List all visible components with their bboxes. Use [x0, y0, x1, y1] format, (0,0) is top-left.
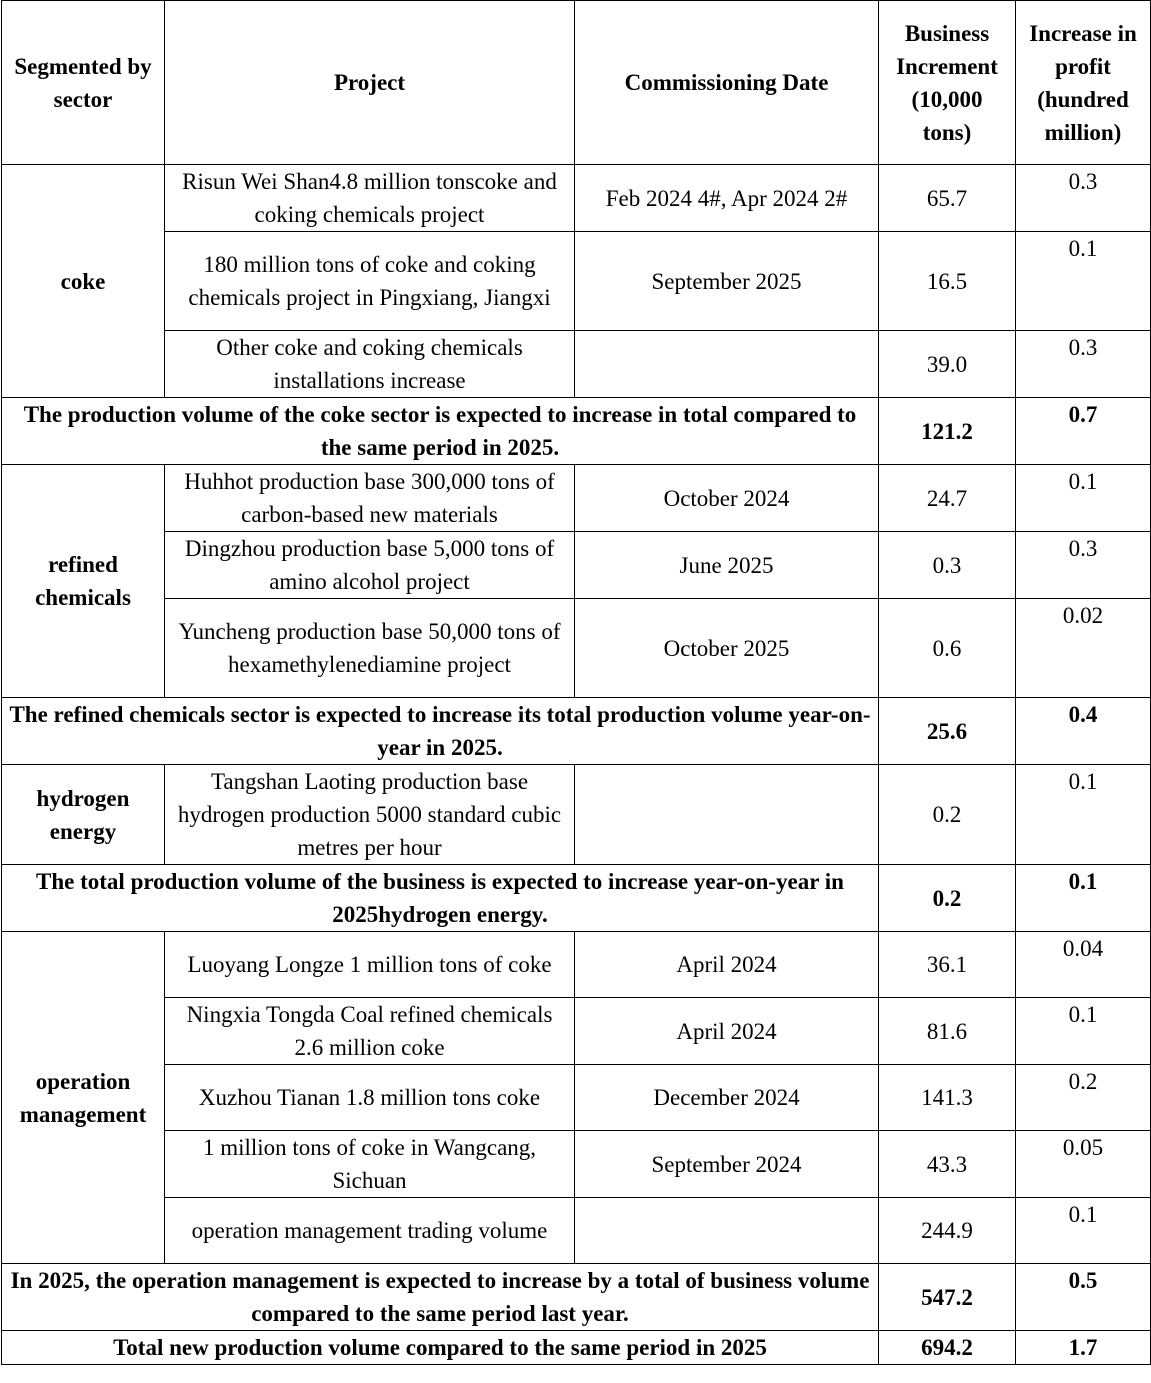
header-commissioning-date: Commissioning Date — [575, 1, 879, 165]
header-project: Project — [165, 1, 575, 165]
summary-business: 547.2 — [879, 1264, 1016, 1331]
project-cell: 180 million tons of coke and coking chemicals project in Pingxiang, Jiangxi — [165, 232, 575, 331]
table-row — [2, 932, 1151, 998]
business-cell: 43.3 — [879, 1131, 1016, 1198]
project-cell: Tangshan Laoting production base hydrogen production 5000 standard cubic metres per hour — [165, 765, 575, 865]
business-cell: 244.9 — [879, 1198, 1016, 1264]
production-increment-table — [1, 0, 1151, 1365]
table-row — [2, 465, 1151, 532]
business-cell: 39.0 — [879, 331, 1016, 398]
project-cell: Risun Wei Shan4.8 million tonscoke and coking chemicals project — [165, 165, 575, 232]
project-cell: Dingzhou production base 5,000 tons of amino alcohol project — [165, 532, 575, 599]
table-row — [2, 331, 1151, 398]
project-cell: operation management trading volume — [165, 1198, 575, 1264]
date-cell — [575, 1198, 879, 1264]
profit-cell: 0.2 — [1016, 1065, 1151, 1131]
summary-business: 25.6 — [879, 698, 1016, 765]
summary-business: 0.2 — [879, 865, 1016, 932]
profit-cell: 0.1 — [1016, 1198, 1151, 1264]
total-profit: 1.7 — [1016, 1331, 1151, 1365]
profit-cell: 0.3 — [1016, 165, 1151, 232]
profit-cell: 0.05 — [1016, 1131, 1151, 1198]
business-cell: 141.3 — [879, 1065, 1016, 1131]
date-cell: December 2024 — [575, 1065, 879, 1131]
date-cell — [575, 331, 879, 398]
project-cell: Xuzhou Tianan 1.8 million tons coke — [165, 1065, 575, 1131]
profit-cell: 0.1 — [1016, 232, 1151, 331]
business-cell: 65.7 — [879, 165, 1016, 232]
summary-row-operation-management — [2, 1264, 1151, 1331]
business-cell: 0.3 — [879, 532, 1016, 599]
summary-label: The refined chemicals sector is expected to increase its total production volume year-on-year in 2025. — [2, 698, 879, 765]
total-label: Total new production volume compared to the same period in 2025 — [2, 1331, 879, 1365]
date-cell: October 2024 — [575, 465, 879, 532]
project-cell: Ningxia Tongda Coal refined chemicals 2.6 million coke — [165, 998, 575, 1065]
table-row — [2, 1065, 1151, 1131]
profit-cell: 0.04 — [1016, 932, 1151, 998]
table-row — [2, 765, 1151, 865]
table-row — [2, 232, 1151, 331]
project-cell: Other coke and coking chemicals installations increase — [165, 331, 575, 398]
business-cell: 0.6 — [879, 599, 1016, 698]
date-cell: Feb 2024 4#, Apr 2024 2# — [575, 165, 879, 232]
table-row — [2, 1131, 1151, 1198]
sector-cell-refined-chemicals: refined chemicals — [2, 465, 165, 698]
business-cell: 16.5 — [879, 232, 1016, 331]
sector-cell-operation-management: operation management — [2, 932, 165, 1264]
profit-cell: 0.1 — [1016, 765, 1151, 865]
date-cell: October 2025 — [575, 599, 879, 698]
summary-profit: 0.5 — [1016, 1264, 1151, 1331]
business-cell: 24.7 — [879, 465, 1016, 532]
table-row — [2, 532, 1151, 599]
project-cell: Huhhot production base 300,000 tons of carbon-based new materials — [165, 465, 575, 532]
summary-label: The production volume of the coke sector is expected to increase in total compared to the same period in 2025. — [2, 398, 879, 465]
date-cell: September 2024 — [575, 1131, 879, 1198]
table-row — [2, 165, 1151, 232]
profit-cell: 0.02 — [1016, 599, 1151, 698]
profit-cell: 0.1 — [1016, 998, 1151, 1065]
total-business: 694.2 — [879, 1331, 1016, 1365]
table-row — [2, 599, 1151, 698]
summary-profit: 0.7 — [1016, 398, 1151, 465]
sector-cell-coke: coke — [2, 165, 165, 398]
profit-cell: 0.3 — [1016, 532, 1151, 599]
table-row — [2, 1198, 1151, 1264]
summary-row-refined-chemicals — [2, 698, 1151, 765]
summary-profit: 0.1 — [1016, 865, 1151, 932]
project-cell: 1 million tons of coke in Wangcang, Sichuan — [165, 1131, 575, 1198]
header-business-increment: Business Increment (10,000 tons) — [879, 1, 1016, 165]
total-row — [2, 1331, 1151, 1365]
date-cell: September 2025 — [575, 232, 879, 331]
business-cell: 36.1 — [879, 932, 1016, 998]
summary-profit: 0.4 — [1016, 698, 1151, 765]
summary-row-hydrogen-energy — [2, 865, 1151, 932]
business-cell: 0.2 — [879, 765, 1016, 865]
summary-row-coke — [2, 398, 1151, 465]
header-row — [2, 1, 1151, 165]
date-cell — [575, 765, 879, 865]
summary-label: The total production volume of the business is expected to increase year-on-year in 2025hydrogen energy. — [2, 865, 879, 932]
profit-cell: 0.1 — [1016, 465, 1151, 532]
project-cell: Luoyang Longze 1 million tons of coke — [165, 932, 575, 998]
summary-business: 121.2 — [879, 398, 1016, 465]
business-cell: 81.6 — [879, 998, 1016, 1065]
date-cell: April 2024 — [575, 998, 879, 1065]
header-sector: Segmented by sector — [2, 1, 165, 165]
sector-cell-hydrogen-energy: hydrogen energy — [2, 765, 165, 865]
profit-cell: 0.3 — [1016, 331, 1151, 398]
project-cell: Yuncheng production base 50,000 tons of hexamethylenediamine project — [165, 599, 575, 698]
header-profit-increase: Increase in profit (hundred million) — [1016, 1, 1151, 165]
date-cell: June 2025 — [575, 532, 879, 599]
date-cell: April 2024 — [575, 932, 879, 998]
summary-label: In 2025, the operation management is expected to increase by a total of business volume compared to the same period last year. — [2, 1264, 879, 1331]
table-row — [2, 998, 1151, 1065]
